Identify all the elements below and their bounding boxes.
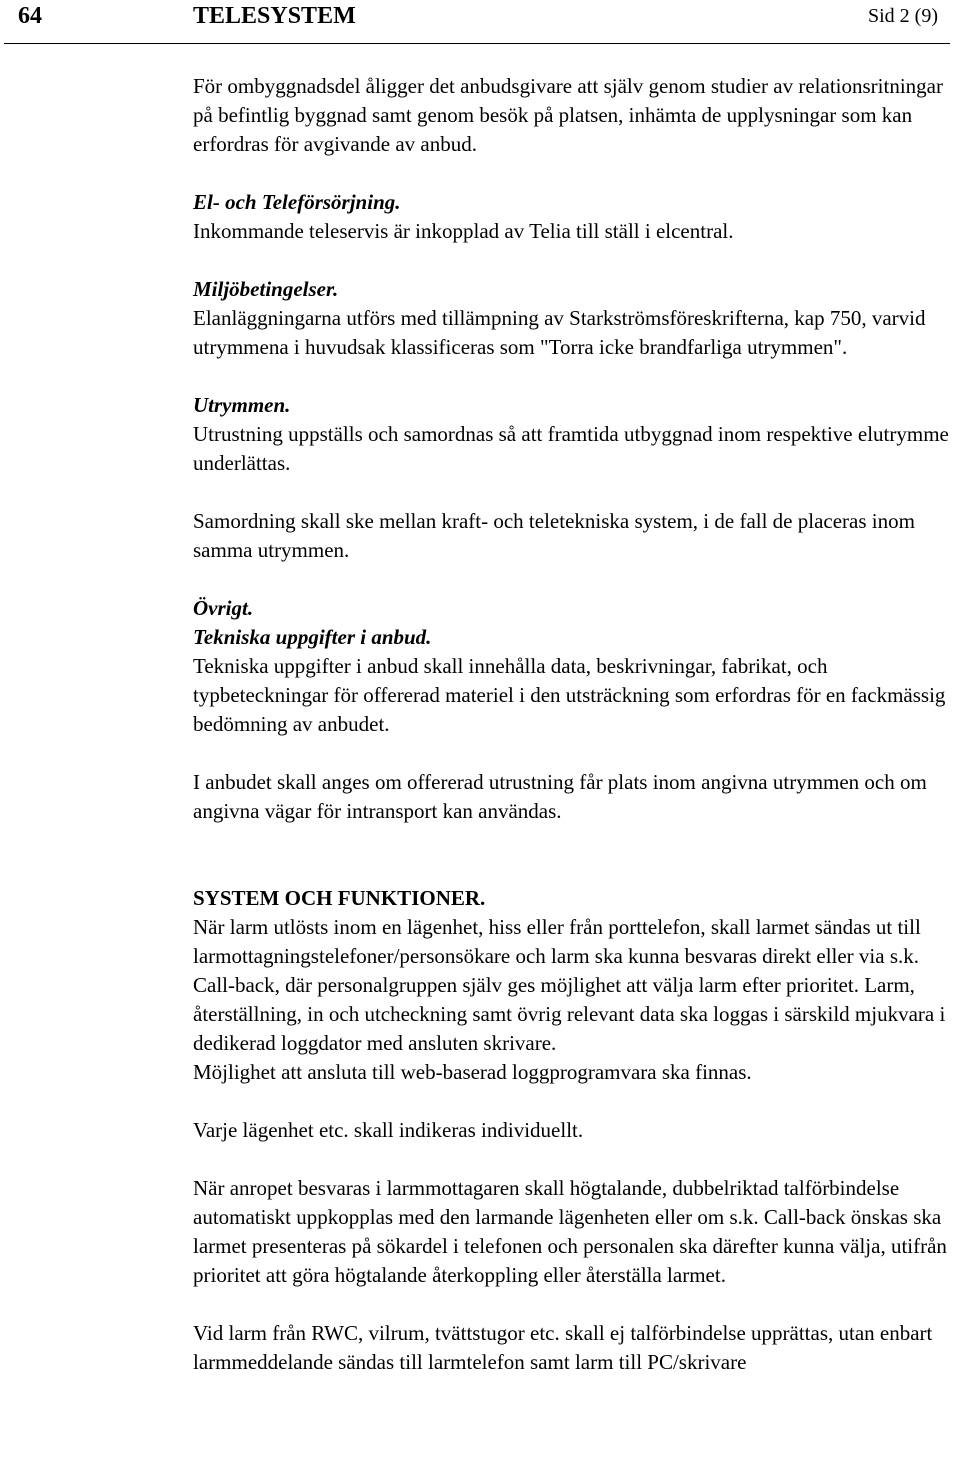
utrymmen-paragraph: Utrustning uppställs och samordnas så att framtida utbyggnad inom respektive elutrymme underlättas. [193, 422, 949, 475]
el-paragraph: Inkommande teleservis är inkopplad av Telia till ställ i elcentral. [193, 219, 734, 243]
page-header [0, 0, 960, 44]
page-indicator: Sid 2 (9) [868, 5, 938, 27]
tekniska-paragraph: Tekniska uppgifter i anbud skall innehålla data, beskrivningar, fabrikat, och typbeteckningar för offererad materiel i den utsträckning som erfordras för en fackmässig bedömning av anbudet. [193, 654, 946, 736]
intro-paragraph: För ombyggnadsdel åligger det anbudsgivare att själv genom studier av relationsritningar på befintlig byggnad samt genom besök på platsen, inhämta de upplysningar som kan erfordras för avgivande av anbud. [193, 74, 943, 156]
document-body [193, 72, 958, 1377]
anbudet-paragraph: I anbudet skall anges om offererad utrustning får plats inom angivna utrymmen och om angivna vägar för intransport kan användas. [193, 770, 927, 823]
header-divider [4, 43, 950, 44]
samordning-paragraph: Samordning skall ske mellan kraft- och teletekniska system, i de fall de placeras inom samma utrymmen. [193, 509, 915, 562]
tekniska-heading: Tekniska uppgifter i anbud. [193, 625, 432, 649]
utrymmen-heading: Utrymmen. [193, 393, 291, 417]
section-number: 64 [18, 3, 42, 29]
document-title: TELESYSTEM [193, 3, 356, 29]
rwc-paragraph: Vid larm från RWC, vilrum, tvättstugor etc. skall ej talförbindelse upprättas, utan enbart larmmeddelande sändas till larmtelefon samt larm till PC/skrivare [193, 1321, 933, 1374]
system-paragraph: När larm utlösts inom en lägenhet, hiss eller från porttelefon, skall larmet sändas ut till larmottagningstelefoner/personsökare och larm ska kunna besvaras direkt eller via s.k. Call-back, där personalgruppen själv ges möjlighet att välja larm efter prioritet. Larm, återställning, in och utcheckning samt övrig relevant data ska loggas i särskild mjukvara i dedikerad loggdator med ansluten skrivare. [193, 915, 946, 1055]
el-heading: El- och Teleförsörjning. [193, 190, 401, 214]
ovrigt-heading: Övrigt. [193, 596, 254, 620]
system-heading: SYSTEM OCH FUNKTIONER. [193, 886, 486, 910]
varje-paragraph: Varje lägenhet etc. skall indikeras individuellt. [193, 1118, 584, 1142]
web-paragraph: Möjlighet att ansluta till web-baserad loggprogramvara ska finnas. [193, 1060, 752, 1084]
anropet-paragraph: När anropet besvaras i larmmottagaren skall högtalande, dubbelriktad talförbindelse automatiskt uppkopplas med den larmande lägenheten eller om s.k. Call-back önskas ska larmet presenteras på sökardel i telefonen och personalen ska därefter kunna välja, utifrån prioritet att göra högtalande återkoppling eller återställa larmet. [193, 1176, 947, 1287]
miljo-heading: Miljöbetingelser. [193, 277, 339, 301]
miljo-paragraph: Elanläggningarna utförs med tillämpning av Starkströmsföreskrifterna, kap 750, varvid utrymmena i huvudsak klassificeras som "Torra icke brandfarliga utrymmen". [193, 306, 926, 359]
